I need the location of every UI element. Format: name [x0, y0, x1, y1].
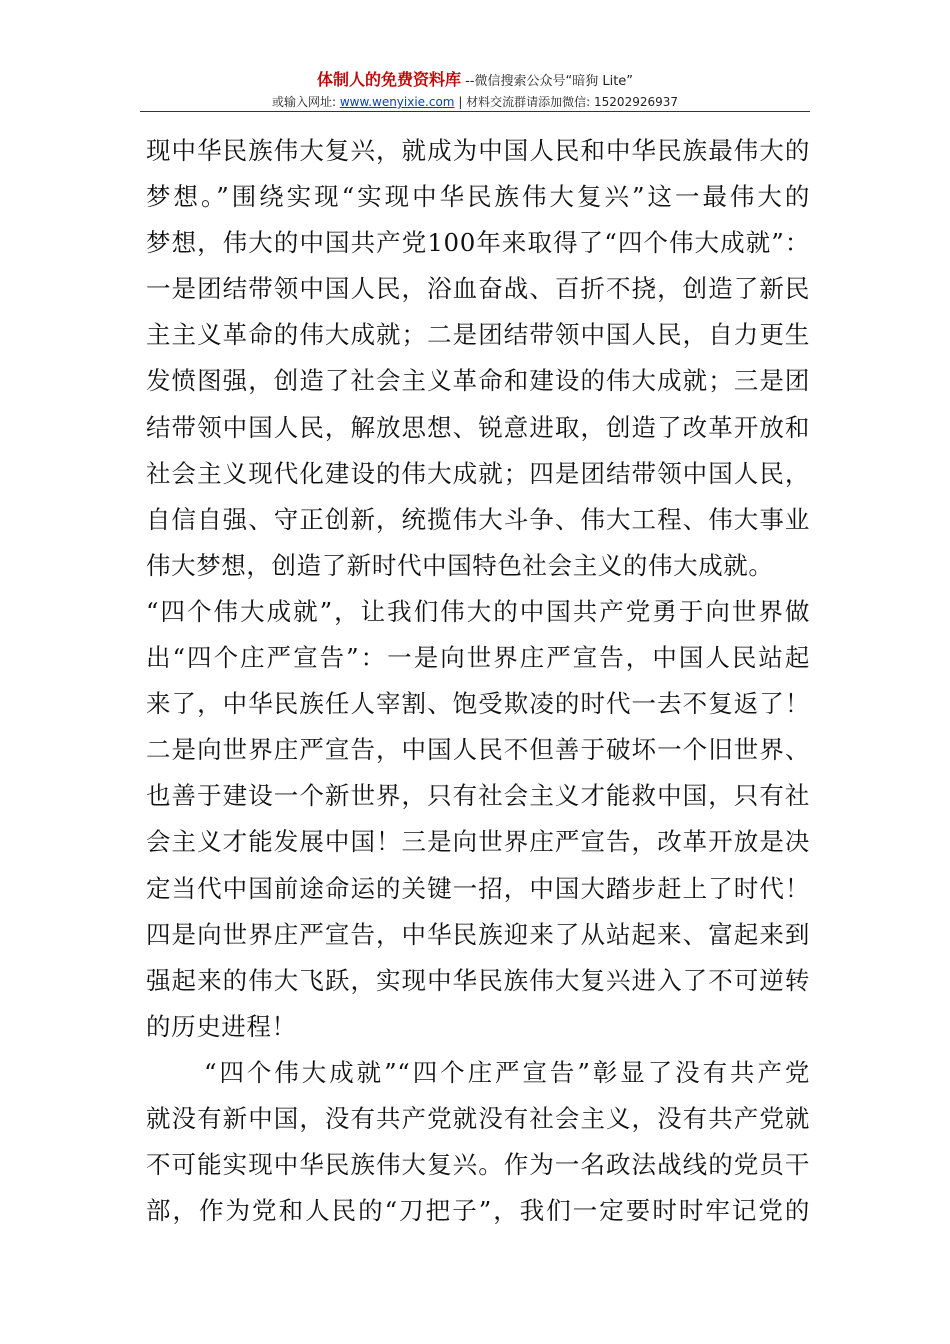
- header-title-line: [140, 70, 810, 92]
- body-line: 部，作为党和人民的“刀把子”，我们一定要时时牢记党的: [146, 1196, 810, 1226]
- header-subtitle: --微信搜索公众号“暗狗 Lite”: [460, 74, 634, 89]
- body-line: 二是向世界庄严宣告，中国人民不但善于破坏一个旧世界、: [146, 735, 810, 765]
- body-line: 梦想，伟大的中国共产党100年来取得了“四个伟大成就”：: [146, 228, 810, 258]
- body-line: 现中华民族伟大复兴，就成为中国人民和中华民族最伟大的: [146, 136, 810, 165]
- body-line: 社会主义现代化建设的伟大成就；四是团结带领中国人民，: [146, 458, 810, 488]
- header-divider: [140, 111, 810, 112]
- header-brand: 体制人的免费资料库: [316, 70, 461, 89]
- body-line: 强起来的伟大飞跃，实现中华民族伟大复兴进入了不可逆转: [146, 965, 810, 995]
- body-line: 伟大梦想，创造了新时代中国特色社会主义的伟大成就。: [146, 550, 774, 580]
- body-line: 自信自强、守正创新，统揽伟大斗争、伟大工程、伟大事业: [146, 504, 810, 534]
- header-contact: | 材料交流群请添加微信: 15202926937: [454, 95, 679, 109]
- body-line: 发愤图强，创造了社会主义革命和建设的伟大成就；三是团: [146, 366, 810, 396]
- body-line: 来了，中华民族任人宰割、饱受欺凌的时代一去不复返了！: [146, 689, 810, 719]
- body-line: 就没有新中国，没有共产党就没有社会主义，没有共产党就: [146, 1103, 810, 1133]
- body-line: 梦想。”围绕实现“实现中华民族伟大复兴”这一最伟大的: [146, 182, 810, 212]
- body-line: 定当代中国前途命运的关键一招，中国大踏步赶上了时代！: [146, 873, 810, 903]
- document-body: [146, 128, 810, 1234]
- body-line: 会主义才能发展中国！三是向世界庄严宣告，改革开放是决: [146, 827, 810, 857]
- page-header: [140, 70, 810, 111]
- header-contact-line: [140, 93, 810, 111]
- body-line: 不可能实现中华民族伟大复兴。作为一名政法战线的党员干: [146, 1150, 810, 1180]
- body-line: 也善于建设一个新世界，只有社会主义才能救中国，只有社: [146, 781, 810, 811]
- body-line: “四个伟大成就”，让我们伟大的中国共产党勇于向世界做: [146, 596, 810, 626]
- body-line: 一是团结带领中国人民，浴血奋战、百折不挠，创造了新民: [146, 274, 810, 304]
- paragraph-first-line: “四个伟大成就”“四个庄严宣告”彰显了没有共产党: [204, 1057, 810, 1087]
- body-line: 的历史进程！: [146, 1011, 297, 1041]
- body-line: 四是向世界庄严宣告，中华民族迎来了从站起来、富起来到: [146, 919, 810, 949]
- body-line: 出“四个庄严宣告”：一是向世界庄严宣告，中国人民站起: [146, 643, 810, 673]
- header-url-prefix: 或输入网址:: [271, 95, 340, 109]
- body-line: 结带领中国人民，解放思想、锐意进取，创造了改革开放和: [146, 412, 810, 442]
- body-line: 主主义革命的伟大成就；二是团结带领中国人民，自力更生: [146, 320, 810, 350]
- header-site-link[interactable]: www.wenyixie.com: [339, 95, 455, 109]
